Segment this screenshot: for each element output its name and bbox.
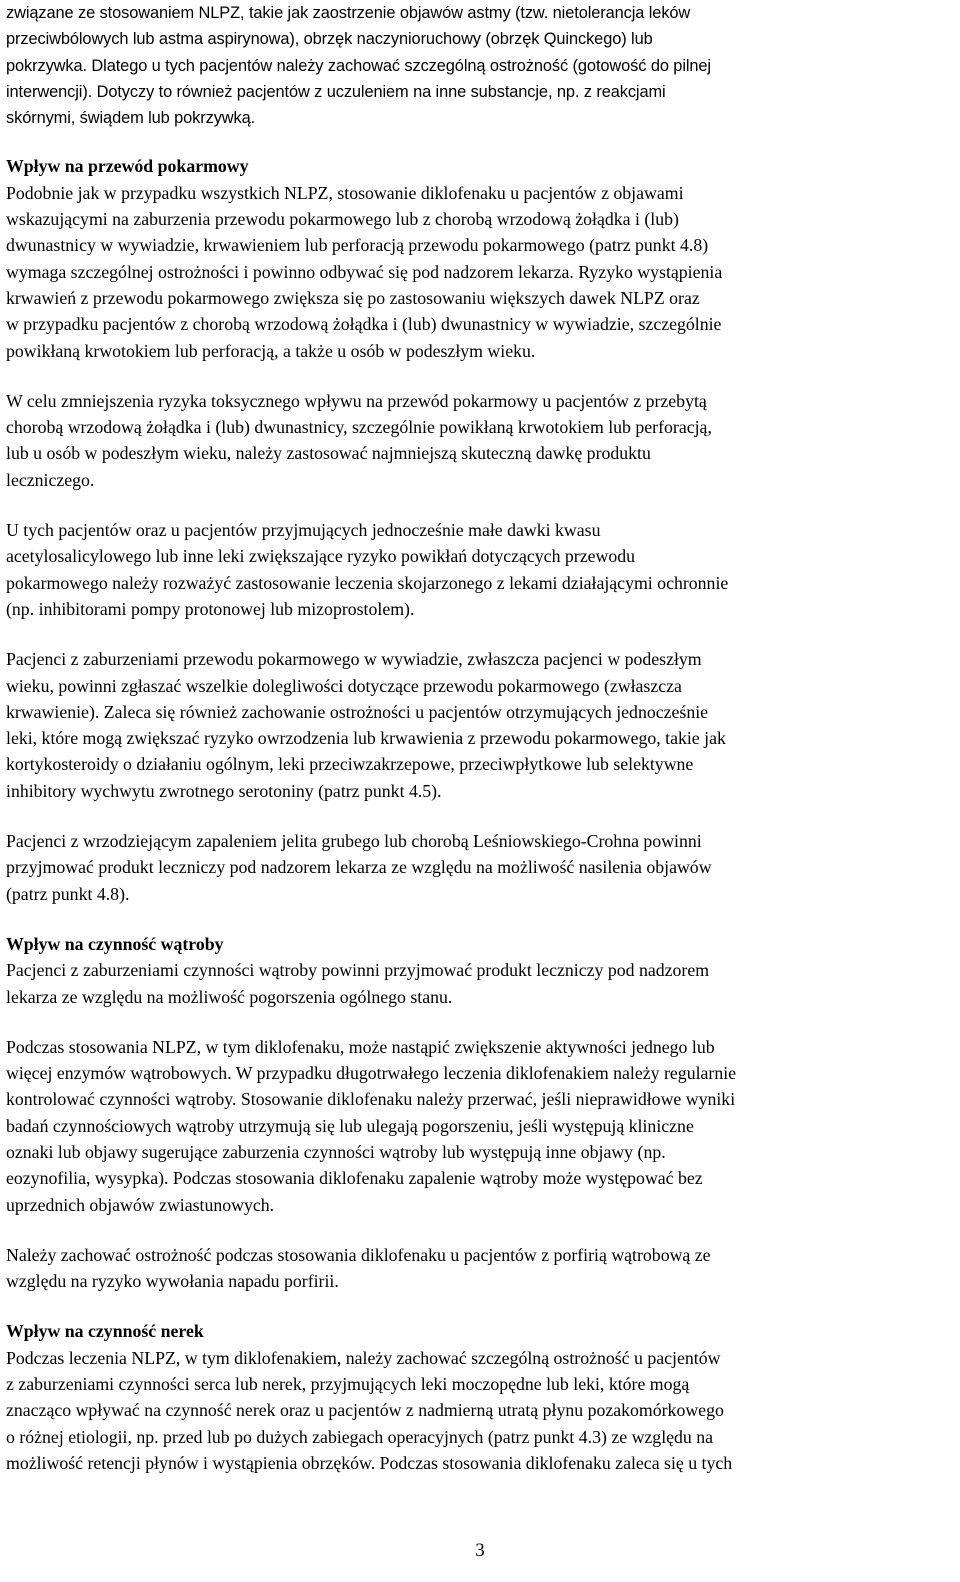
text-line: względu na ryzyko wywołania napadu porfirii. bbox=[6, 1271, 339, 1292]
text-line: o różnej etiologii, np. przed lub po dużych zabiegach operacyjnych (patrz punkt 4.3) ze względu na bbox=[6, 1426, 714, 1447]
liver-section bbox=[6, 931, 956, 1010]
text-line: eozynofilia, wysypka). Podczas stosowania diklofenaku zapalenie wątroby może występować bez bbox=[6, 1168, 703, 1189]
text-line: znacząco wpływać na czynność nerek oraz u pacjentów z nadmierną utratą płynu pozakomórkowego bbox=[6, 1400, 724, 1421]
text-line: kortykosteroidy o działaniu ogólnym, leki przeciwzakrzepowe, przeciwpłytkowe lub selektywne bbox=[6, 754, 694, 775]
text-line: chorobą wrzodową żołądka i (lub) dwunastnicy, szczególnie powikłaną krwotokiem lub perforacją, bbox=[6, 417, 712, 438]
gi-paragraph-3 bbox=[6, 517, 956, 622]
section-heading-kidney: Wpływ na czynność nerek bbox=[6, 1321, 204, 1342]
text-line: Pacjenci z zaburzeniami przewodu pokarmowego w wywiadzie, zwłaszcza pacjenci w podeszłym bbox=[6, 649, 702, 670]
text-line: dwunastnicy w wywiadzie, krwawieniem lub perforacją przewodu pokarmowego (patrz punkt 4.8) bbox=[6, 235, 709, 256]
text-line: inhibitory wychwytu zwrotnego serotoniny (patrz punkt 4.5). bbox=[6, 780, 442, 801]
text-line: wymaga szczególnej ostrożności i powinno odbywać się pod nadzorem lekarza. Ryzyko wystąpienia bbox=[6, 261, 723, 282]
page-number: 3 bbox=[475, 1540, 485, 1561]
section-heading-gi: Wpływ na przewód pokarmowy bbox=[6, 156, 249, 177]
text-line: W celu zmniejszenia ryzyka toksycznego wpływu na przewód pokarmowy u pacjentów z przebytą bbox=[6, 390, 707, 411]
text-line: przeciwbólowych lub astma aspirynowa), obrzęk naczynioruchowy (obrzęk Quinckego) lub bbox=[6, 30, 653, 49]
text-line: krwawienie). Zaleca się również zachowanie ostrożności u pacjentów otrzymujących jednocześnie bbox=[6, 701, 709, 722]
text-line: z zaburzeniami czynności serca lub nerek, przyjmujących leki moczopędne lub leki, które mogą bbox=[6, 1374, 690, 1395]
text-line: pokrzywka. Dlatego u tych pacjentów należy zachować szczególną ostrożność (gotowość do pilnej bbox=[6, 56, 711, 75]
intro-paragraph bbox=[6, 0, 956, 131]
gi-paragraph-5 bbox=[6, 828, 956, 907]
text-line: (patrz punkt 4.8). bbox=[6, 883, 130, 904]
kidney-section bbox=[6, 1318, 956, 1476]
text-line: leki, które mogą zwiększać ryzyko owrzodzenia lub krwawienia z przewodu pokarmowego, takie jak bbox=[6, 728, 726, 749]
text-line: oznaki lub objawy sugerujące zaburzenia czynności wątroby lub występują inne objawy (np. bbox=[6, 1141, 666, 1162]
text-line: Podczas leczenia NLPZ, w tym diklofenakiem, należy zachować szczególną ostrożność u pacjentów bbox=[6, 1347, 721, 1368]
text-line: wieku, powinni zgłaszać wszelkie dolegliwości dotyczące przewodu pokarmowego (zwłaszcza bbox=[6, 675, 682, 696]
text-line: przyjmować produkt leczniczy pod nadzorem lekarza ze względu na możliwość nasilenia objawów bbox=[6, 857, 712, 878]
text-line: związane ze stosowaniem NLPZ, takie jak zaostrzenie objawów astmy (tzw. nietolerancja leków bbox=[6, 4, 691, 22]
gi-paragraph-2 bbox=[6, 388, 956, 493]
text-line: kontrolować czynności wątroby. Stosowanie diklofenaku należy przerwać, jeśli nieprawidłowe wyniki bbox=[6, 1089, 736, 1110]
text-line: leczniczego. bbox=[6, 469, 95, 490]
text-line: Podczas stosowania NLPZ, w tym diklofenaku, może nastąpić zwiększenie aktywności jednego lub bbox=[6, 1036, 715, 1057]
document-page bbox=[6, 0, 956, 1476]
liver-paragraph-3 bbox=[6, 1242, 956, 1295]
text-line: Podobnie jak w przypadku wszystkich NLPZ, stosowanie diklofenaku u pacjentów z objawami bbox=[6, 182, 684, 203]
text-line: pokarmowego należy rozważyć zastosowanie leczenia skojarzonego z lekami działającymi ochronnie bbox=[6, 572, 729, 593]
text-line: interwencji). Dotyczy to również pacjentów z uczuleniem na inne substancje, np. z reakcjami bbox=[6, 82, 666, 101]
text-line: krwawień z przewodu pokarmowego zwiększa się po zastosowaniu większych dawek NLPZ oraz bbox=[6, 287, 700, 308]
text-line: skórnymi, świądem lub pokrzywką. bbox=[6, 109, 256, 128]
text-line: lekarza ze względu na możliwość pogorszenia ogólnego stanu. bbox=[6, 986, 453, 1007]
text-line: acetylosalicylowego lub inne leki zwiększające ryzyko powikłań dotyczących przewodu bbox=[6, 546, 636, 567]
text-line: więcej enzymów wątrobowych. W przypadku długotrwałego leczenia diklofenakiem należy regularnie bbox=[6, 1063, 737, 1084]
gi-section bbox=[6, 153, 956, 363]
text-line: możliwość retencji płynów i wystąpienia obrzęków. Podczas stosowania diklofenaku zaleca się u tych bbox=[6, 1452, 733, 1473]
text-line: (np. inhibitorami pompy protonowej lub mizoprostolem). bbox=[6, 598, 415, 619]
section-heading-liver: Wpływ na czynność wątroby bbox=[6, 933, 224, 954]
text-line: Pacjenci z wrzodziejącym zapaleniem jelita grubego lub chorobą Leśniowskiego-Crohna powinni bbox=[6, 831, 702, 852]
text-line: Pacjenci z zaburzeniami czynności wątroby powinni przyjmować produkt leczniczy pod nadzorem bbox=[6, 960, 710, 981]
text-line: lub u osób w podeszłym wieku, należy zastosować najmniejszą skuteczną dawkę produktu bbox=[6, 443, 651, 464]
text-line: w przypadku pacjentów z chorobą wrzodową żołądka i (lub) dwunastnicy w wywiadzie, szczególnie bbox=[6, 314, 722, 335]
text-line: Należy zachować ostrożność podczas stosowania diklofenaku u pacjentów z porfirią wątrobową ze bbox=[6, 1244, 711, 1265]
text-line: U tych pacjentów oraz u pacjentów przyjmujących jednocześnie małe dawki kwasu bbox=[6, 520, 601, 541]
text-line: powikłaną krwotokiem lub perforacją, a także u osób w podeszłym wieku. bbox=[6, 340, 536, 361]
text-line: wskazującymi na zaburzenia przewodu pokarmowego lub z chorobą wrzodową żołądka i (lub) bbox=[6, 209, 679, 230]
gi-paragraph-4 bbox=[6, 646, 956, 804]
liver-paragraph-2 bbox=[6, 1034, 956, 1218]
text-line: uprzednich objawów zwiastunowych. bbox=[6, 1194, 275, 1215]
text-line: badań czynnościowych wątroby utrzymują się lub ulegają pogorszeniu, jeśli występują kliniczne bbox=[6, 1115, 694, 1136]
